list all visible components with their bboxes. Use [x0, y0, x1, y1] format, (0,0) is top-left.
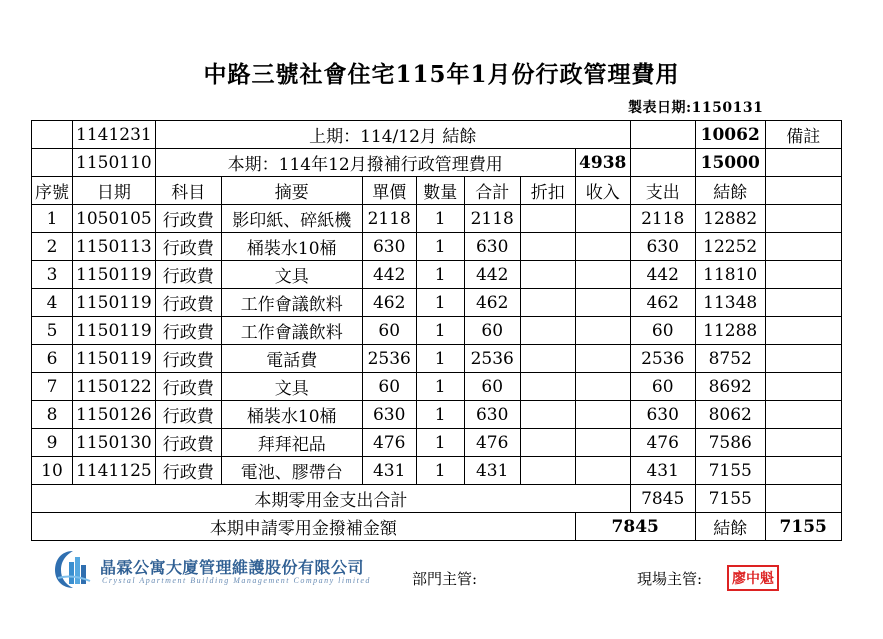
table-row — [32, 317, 842, 345]
table-row — [32, 429, 842, 457]
row-no: 6 — [32, 345, 73, 373]
column-header-row — [32, 177, 842, 205]
header-expense: 支出 — [630, 177, 695, 205]
header-discount: 折扣 — [520, 177, 575, 205]
row-discount — [520, 233, 575, 261]
request-balance-label: 結餘 — [695, 513, 765, 541]
row-price: 462 — [362, 289, 416, 317]
subtotal-balance: 7155 — [695, 485, 765, 513]
row-price: 630 — [362, 401, 416, 429]
row-total: 630 — [464, 233, 520, 261]
row-qty: 1 — [416, 317, 464, 345]
row-discount — [520, 401, 575, 429]
site-supervisor-label: 現場主管: — [637, 570, 703, 588]
request-amount: 7845 — [575, 513, 695, 541]
row-no: 4 — [32, 289, 73, 317]
table-row — [32, 261, 842, 289]
row-income — [575, 345, 630, 373]
row-total: 476 — [464, 429, 520, 457]
row-income — [575, 401, 630, 429]
row-date: 1150119 — [73, 345, 156, 373]
row-discount — [520, 429, 575, 457]
request-label: 本期申請零用金撥補金額 — [32, 513, 576, 541]
row-subject: 行政費 — [155, 401, 221, 429]
row-price: 60 — [362, 373, 416, 401]
row-note — [765, 317, 841, 345]
row-no: 3 — [32, 261, 73, 289]
row-note — [765, 345, 841, 373]
current-allocation-row — [32, 149, 842, 177]
row-no: 9 — [32, 429, 73, 457]
row-discount — [520, 317, 575, 345]
row-qty: 1 — [416, 261, 464, 289]
document-title: 中路三號社會住宅115年1月份行政管理費用 — [203, 61, 680, 88]
row-note — [765, 205, 841, 233]
row-balance: 7155 — [695, 457, 765, 485]
header-subject: 科目 — [155, 177, 221, 205]
row-subject: 行政費 — [155, 429, 221, 457]
row-price: 476 — [362, 429, 416, 457]
row-subject: 行政費 — [155, 373, 221, 401]
row-subject: 行政費 — [155, 289, 221, 317]
row-subject: 行政費 — [155, 317, 221, 345]
row-date: 1150119 — [73, 261, 156, 289]
row-no: 2 — [32, 233, 73, 261]
row-price: 2118 — [362, 205, 416, 233]
row-note — [765, 373, 841, 401]
row-price: 431 — [362, 457, 416, 485]
row-summary: 工作會議飲料 — [221, 317, 362, 345]
row-discount — [520, 457, 575, 485]
row-expense: 630 — [630, 401, 695, 429]
row-income — [575, 205, 630, 233]
row-total: 462 — [464, 289, 520, 317]
expense-ledger-table — [31, 120, 842, 541]
table-row — [32, 457, 842, 485]
row-note — [765, 401, 841, 429]
row-date: 1150130 — [73, 429, 156, 457]
table-row — [32, 233, 842, 261]
row-expense: 431 — [630, 457, 695, 485]
row-balance: 8752 — [695, 345, 765, 373]
row-qty: 1 — [416, 429, 464, 457]
header-total: 合計 — [464, 177, 520, 205]
row-summary: 影印紙、碎紙機 — [221, 205, 362, 233]
request-balance: 7155 — [765, 513, 841, 541]
subtotal-row — [32, 485, 842, 513]
row-total: 2118 — [464, 205, 520, 233]
header-summary: 摘要 — [221, 177, 362, 205]
current-date: 1150110 — [73, 149, 156, 177]
note-header: 備註 — [765, 121, 841, 149]
row-expense: 60 — [630, 317, 695, 345]
row-balance: 11288 — [695, 317, 765, 345]
row-price: 442 — [362, 261, 416, 289]
row-balance: 8062 — [695, 401, 765, 429]
table-row — [32, 289, 842, 317]
row-discount — [520, 289, 575, 317]
row-income — [575, 373, 630, 401]
row-expense: 630 — [630, 233, 695, 261]
row-summary: 文具 — [221, 373, 362, 401]
row-balance: 7586 — [695, 429, 765, 457]
company-name: 晶霖公寓大廈管理維護股份有限公司 — [100, 558, 365, 577]
row-income — [575, 317, 630, 345]
current-income: 4938 — [575, 149, 630, 177]
header-balance: 結餘 — [695, 177, 765, 205]
current-balance: 15000 — [695, 149, 765, 177]
row-income — [575, 457, 630, 485]
row-qty: 1 — [416, 233, 464, 261]
row-expense: 2536 — [630, 345, 695, 373]
row-total: 60 — [464, 373, 520, 401]
header-date: 日期 — [73, 177, 156, 205]
row-summary: 文具 — [221, 261, 362, 289]
row-balance: 8692 — [695, 373, 765, 401]
row-expense: 462 — [630, 289, 695, 317]
row-income — [575, 261, 630, 289]
row-summary: 電池、膠帶台 — [221, 457, 362, 485]
current-label: 本期：114年12月撥補行政管理費用 — [155, 149, 575, 177]
row-discount — [520, 373, 575, 401]
table-row — [32, 401, 842, 429]
row-total: 431 — [464, 457, 520, 485]
row-income — [575, 429, 630, 457]
row-no: 10 — [32, 457, 73, 485]
row-balance: 12252 — [695, 233, 765, 261]
dept-supervisor-label: 部門主管: — [412, 570, 478, 588]
row-subject: 行政費 — [155, 345, 221, 373]
header-qty: 數量 — [416, 177, 464, 205]
row-summary: 拜拜祀品 — [221, 429, 362, 457]
row-summary: 工作會議飲料 — [221, 289, 362, 317]
row-date: 1141125 — [73, 457, 156, 485]
header-income: 收入 — [575, 177, 630, 205]
subtotal-expense: 7845 — [630, 485, 695, 513]
row-subject: 行政費 — [155, 261, 221, 289]
request-row — [32, 513, 842, 541]
row-qty: 1 — [416, 345, 464, 373]
row-no: 8 — [32, 401, 73, 429]
row-note — [765, 457, 841, 485]
row-date: 1150119 — [73, 289, 156, 317]
prev-date: 1141231 — [73, 121, 156, 149]
row-date: 1150113 — [73, 233, 156, 261]
row-price: 2536 — [362, 345, 416, 373]
row-note — [765, 261, 841, 289]
row-qty: 1 — [416, 457, 464, 485]
row-price: 60 — [362, 317, 416, 345]
company-name-en: Crystal Apartment Building Management Company limited — [102, 576, 371, 585]
row-expense: 60 — [630, 373, 695, 401]
row-price: 630 — [362, 233, 416, 261]
supervisor-stamp: 廖中魁 — [727, 565, 779, 591]
prev-balance: 10062 — [695, 121, 765, 149]
row-note — [765, 233, 841, 261]
row-date: 1150119 — [73, 317, 156, 345]
row-summary: 桶裝水10桶 — [221, 401, 362, 429]
row-income — [575, 289, 630, 317]
header-price: 單價 — [362, 177, 416, 205]
row-discount — [520, 345, 575, 373]
row-qty: 1 — [416, 401, 464, 429]
table-row — [32, 205, 842, 233]
row-date: 1050105 — [73, 205, 156, 233]
row-balance: 11348 — [695, 289, 765, 317]
row-income — [575, 233, 630, 261]
table-row — [32, 373, 842, 401]
row-discount — [520, 261, 575, 289]
table-row — [32, 345, 842, 373]
row-total: 630 — [464, 401, 520, 429]
row-subject: 行政費 — [155, 205, 221, 233]
row-subject: 行政費 — [155, 457, 221, 485]
row-summary: 桶裝水10桶 — [221, 233, 362, 261]
row-no: 1 — [32, 205, 73, 233]
row-subject: 行政費 — [155, 233, 221, 261]
row-qty: 1 — [416, 205, 464, 233]
previous-balance-row — [32, 121, 842, 149]
prev-label: 上期：114/12月 結餘 — [155, 121, 630, 149]
row-summary: 電話費 — [221, 345, 362, 373]
row-balance: 12882 — [695, 205, 765, 233]
row-total: 60 — [464, 317, 520, 345]
row-qty: 1 — [416, 289, 464, 317]
row-discount — [520, 205, 575, 233]
row-expense: 2118 — [630, 205, 695, 233]
company-logo-icon — [52, 548, 94, 590]
row-note — [765, 289, 841, 317]
subtotal-label: 本期零用金支出合計 — [32, 485, 631, 513]
row-date: 1150122 — [73, 373, 156, 401]
row-no: 5 — [32, 317, 73, 345]
row-qty: 1 — [416, 373, 464, 401]
row-date: 1150126 — [73, 401, 156, 429]
row-note — [765, 429, 841, 457]
row-no: 7 — [32, 373, 73, 401]
row-total: 2536 — [464, 345, 520, 373]
footer — [0, 540, 883, 600]
row-expense: 476 — [630, 429, 695, 457]
row-balance: 11810 — [695, 261, 765, 289]
header-no: 序號 — [32, 177, 73, 205]
row-total: 442 — [464, 261, 520, 289]
made-date: 製表日期:1150131 — [628, 100, 764, 116]
row-expense: 442 — [630, 261, 695, 289]
